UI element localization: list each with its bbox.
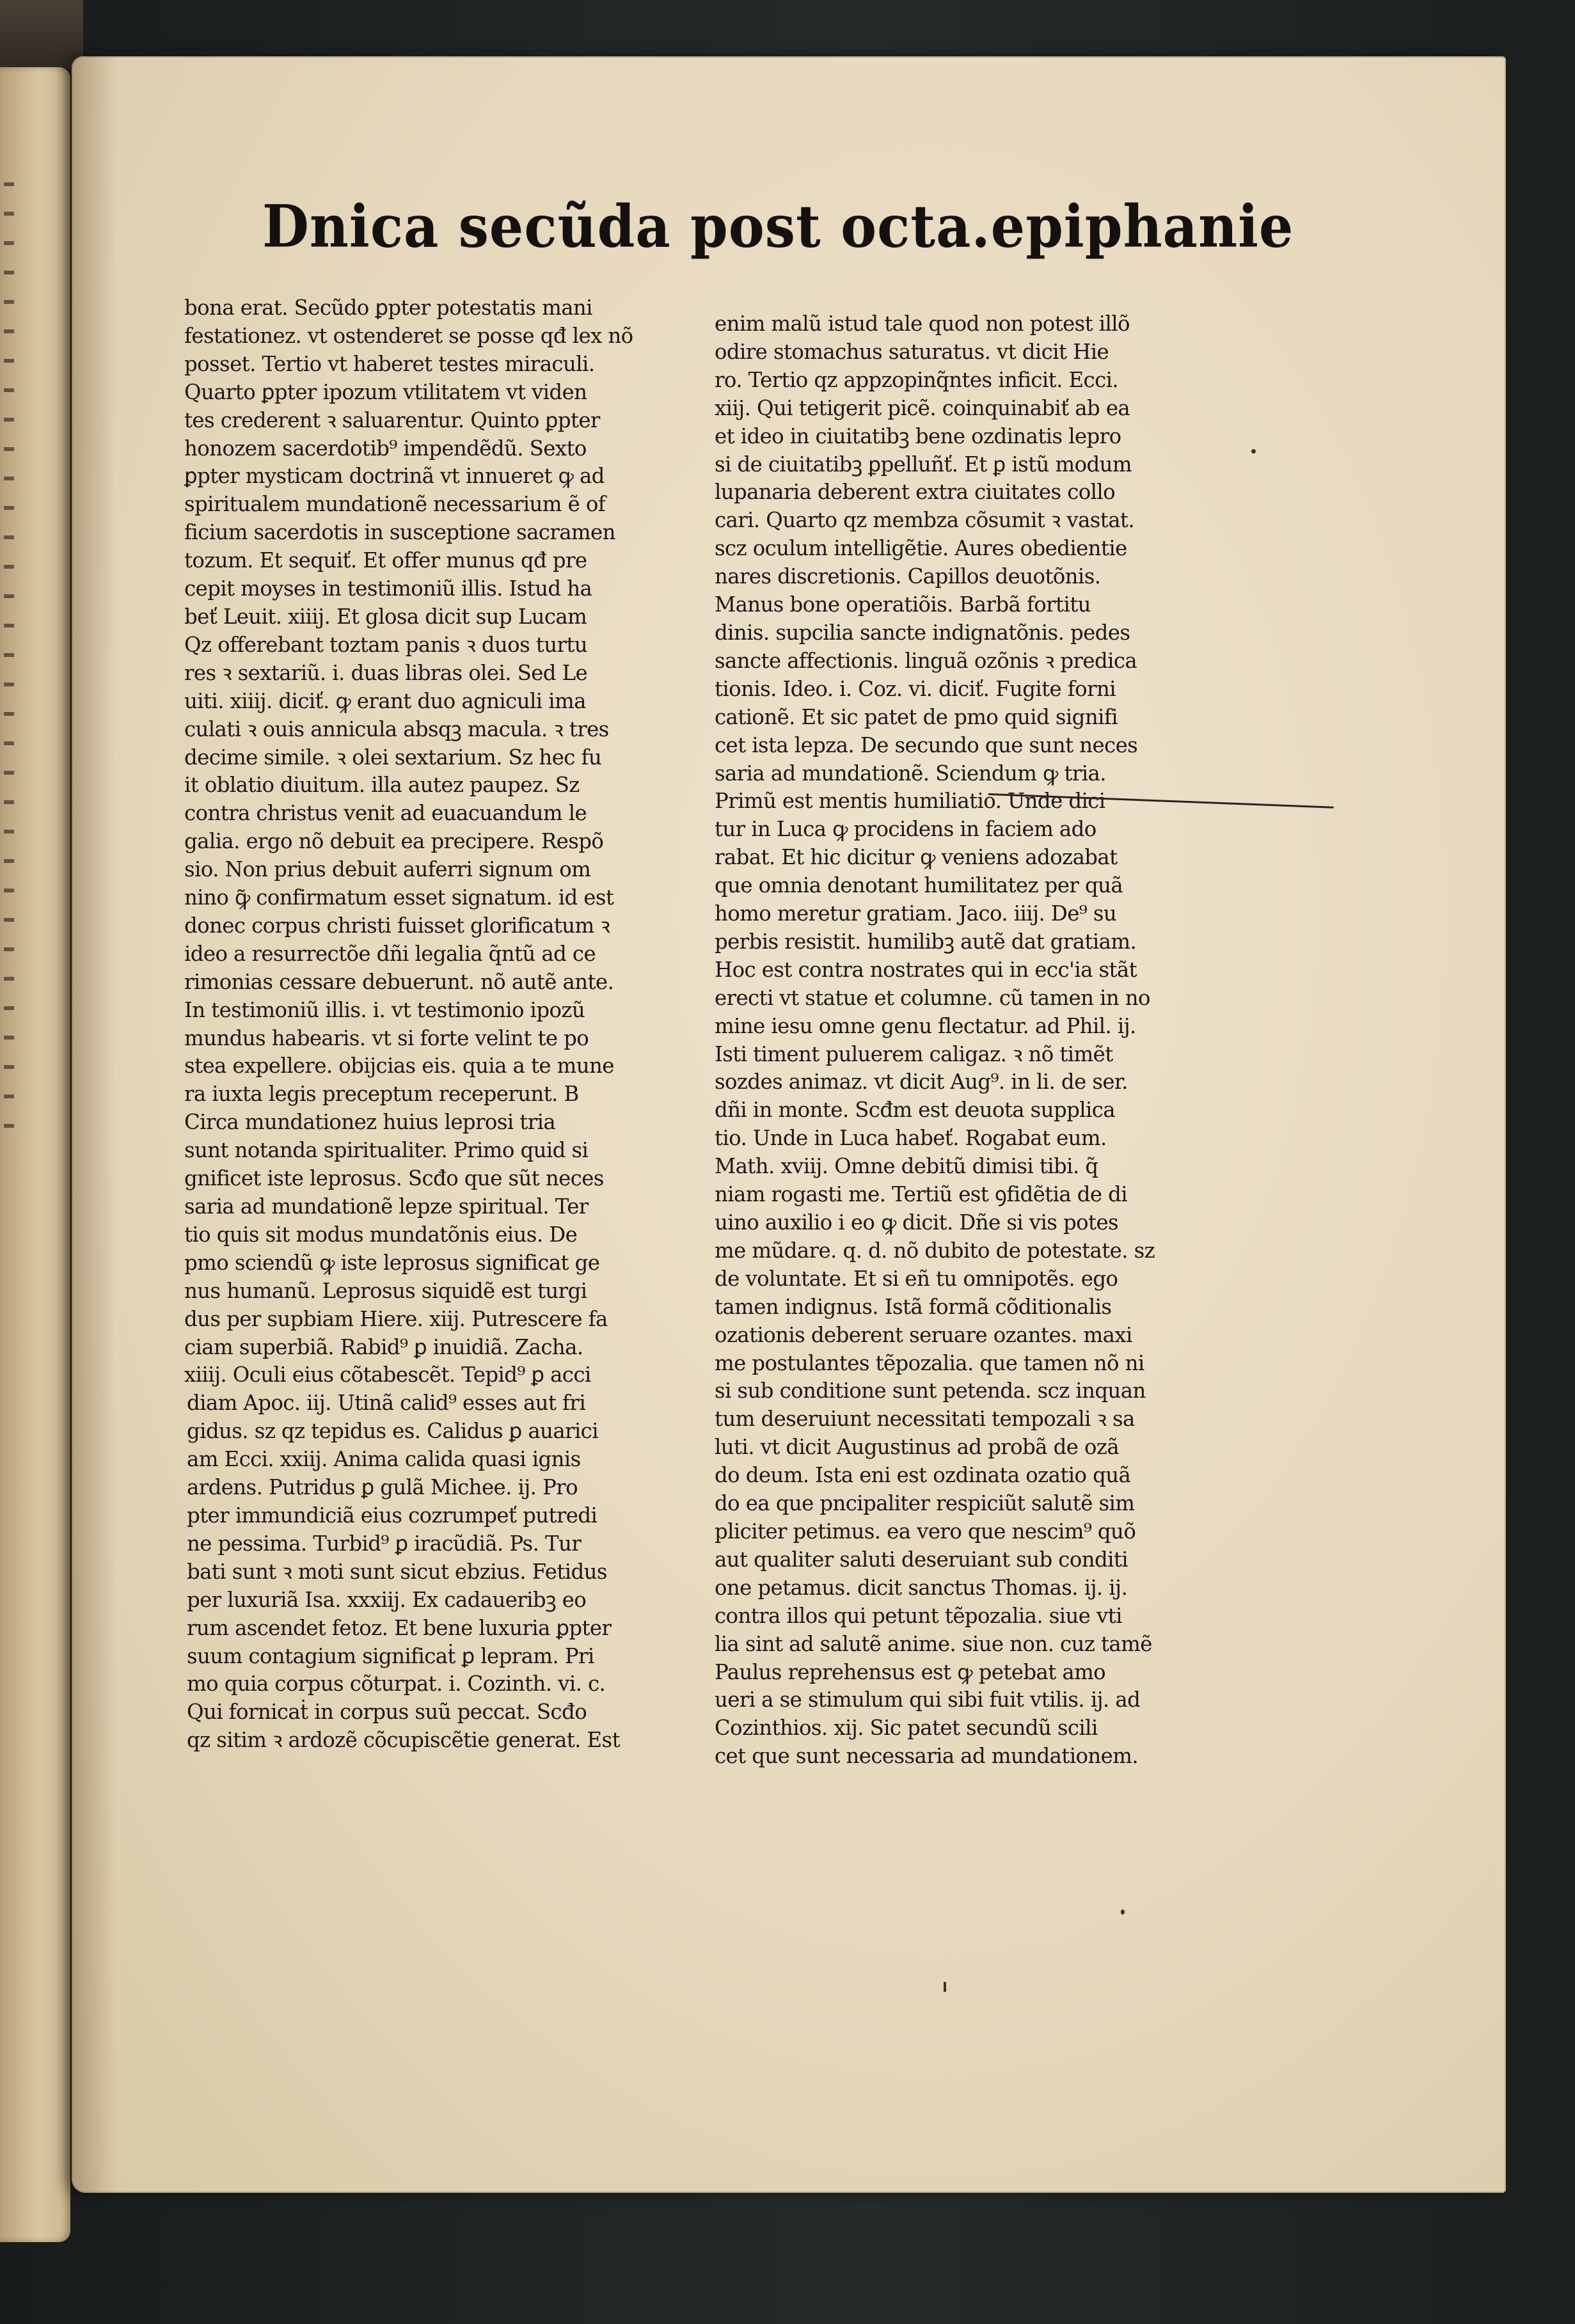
text-line: tozum. Et sequiť. Et offer munus qđ pre <box>184 548 587 573</box>
text-column-right <box>715 310 1236 1771</box>
text-line: posset. Tertio vt haberet testes miraculi. <box>184 351 595 376</box>
text-line: sio. Non prius debuit auferri signum om <box>184 857 591 882</box>
text-line: ciam superbiã. Rabid⁹ ꝑ inuidiã. Zacha. <box>184 1334 583 1359</box>
text-line: homo meretur gratiam. Jaco. iiij. De⁹ su <box>715 901 1117 926</box>
text-line: cationẽ. Et sic patet de pmo quid signifi <box>715 704 1118 729</box>
text-line: tio quis sit modus mundatõnis eius. De <box>184 1222 578 1247</box>
text-line: dinis. supcilia sancte indignatõnis. pedes <box>715 620 1130 645</box>
text-line: bati sunt ꝛ moti sunt sicut ebzius. Fetidus <box>187 1559 607 1584</box>
text-line: et ideo in ciuitatibꝫ bene ozdinatis lepro <box>715 423 1121 448</box>
text-line: it oblatio diuitum. illa autez paupez. Sz <box>184 773 580 798</box>
text-line: uino auxilio i eo ꝙ dicit. Dñe si vis potes <box>715 1210 1119 1235</box>
text-line: galia. ergo nõ debuit ea precipere. Respõ <box>184 829 604 854</box>
text-line: lupanaria deberent extra ciuitates collo <box>715 480 1116 505</box>
text-line: suum contagium significaṫ ꝑ lepram. Pri <box>187 1643 594 1668</box>
text-line: nino ꝙ̃ confirmatum esset signatum. id est <box>184 885 614 910</box>
text-line: gidus. sz qz tepidus es. Calidus ꝑ auarici <box>187 1419 598 1444</box>
text-line: nus humanũ. Leprosus siquidẽ est turgi <box>184 1278 587 1303</box>
text-line: festationez. vt ostenderet se posse qđ lex nõ <box>184 323 633 348</box>
text-line: res ꝛ sextariũ. i. duas libras olei. Sed Le <box>184 660 588 685</box>
text-line: ueri a se stimulum qui sibi fuit vtilis. ij. ad <box>715 1688 1141 1712</box>
text-line: rum ascendet fetoz. Et bene luxuria ꝑpter <box>187 1615 612 1640</box>
text-line: de voluntate. Et si eñ tu omnipotẽs. ego <box>715 1266 1118 1291</box>
ink-speck <box>944 1982 946 1992</box>
text-line: perbis resistit. humilibꝫ autẽ dat gratiam. <box>715 929 1137 954</box>
book-spine <box>0 0 83 77</box>
text-line: do deum. Ista eni est ozdinata ozatio quã <box>715 1463 1131 1488</box>
text-line: tionis. Ideo. i. Coz. vi. diciť. Fugite forni <box>715 676 1116 701</box>
text-line: luti. vt dicit Augustinus ad probã de ozã <box>715 1435 1120 1460</box>
text-line: niam rogasti me. Tertiũ est ꝯfidẽtia de di <box>715 1182 1128 1207</box>
text-line: qz sitim ꝛ ardozẽ cõcupiscẽtie generat. Est <box>187 1728 621 1753</box>
text-line: rabat. Et hic dicitur ꝙ veniens adozabat <box>715 845 1118 870</box>
text-line: pmo sciendũ ꝙ iste leprosus significat ge <box>184 1250 600 1275</box>
text-line: beť Leuit. xiiij. Et glosa dicit sup Lucam <box>184 604 587 629</box>
text-line: contra christus venit ad euacuandum le <box>184 801 587 826</box>
text-line: per luxuriã Isa. xxxiij. Ex cadaueribꝫ eo <box>187 1587 587 1612</box>
text-line: Qz offerebant toztam panis ꝛ duos turtu <box>184 632 588 657</box>
text-column-left <box>184 294 687 1755</box>
text-line: tur in Luca ꝙ procidens in faciem ado <box>715 817 1096 842</box>
page-heading: Dnica secũda post octa.epiphanie <box>262 192 1294 260</box>
text-line: honozem sacerdotib⁹ impendẽdũ. Sexto <box>184 436 587 461</box>
text-line: spiritualem mundationẽ necessarium ẽ of <box>184 492 606 517</box>
text-line: cari. Quarto qz membza cõsumit ꝛ vastat. <box>715 508 1135 533</box>
text-line: Hoc est contra nostrates qui in ecc'ia stãt <box>715 957 1137 982</box>
facing-page-text-edge <box>4 182 14 1142</box>
ink-speck <box>1121 1909 1125 1915</box>
text-line: decime simile. ꝛ olei sextarium. Sz hec fu <box>184 745 602 770</box>
text-line: am Ecci. xxiij. Anima calida quasi ignis <box>187 1447 581 1472</box>
facing-page-edge <box>0 67 70 2242</box>
text-line: diam Apoc. iij. Utinã calid⁹ esses aut fri <box>187 1391 586 1416</box>
text-line: Cozinthios. xij. Sic patet secundũ scili <box>715 1716 1098 1741</box>
text-line: tio. Unde in Luca habeť. Rogabat eum. <box>715 1126 1107 1151</box>
text-line: pter immundiciã eius cozrumpeť putredi <box>187 1503 598 1528</box>
text-line: si de ciuitatibꝫ ꝑpelluñť. Et ꝑ istũ modum <box>715 452 1132 477</box>
text-line: ne pessima. Turbid⁹ ꝑ iracũdiã. Ps. Tur <box>187 1531 582 1556</box>
text-line: sunt notanda spiritualiter. Primo quid si <box>184 1138 589 1163</box>
text-line: tes crederent ꝛ saluarentur. Quinto ꝑpter <box>184 407 600 432</box>
text-line: aut qualiter saluti deseruiant sub conditi <box>715 1547 1128 1572</box>
text-line: tum deseruiunt necessitati tempozali ꝛ sa <box>715 1407 1135 1432</box>
ink-speck <box>1251 449 1256 454</box>
text-line: pliciter petimus. ea vero que nescim⁹ quõ <box>715 1519 1136 1544</box>
text-line: Circa mundationez huius leprosi tria <box>184 1110 556 1135</box>
text-line: culati ꝛ ouis annicula absqꝫ macula. ꝛ tres <box>184 716 609 741</box>
text-line: me postulantes tẽpozalia. que tamen nõ ni <box>715 1350 1144 1375</box>
text-line: saria ad mundationẽ. Sciendum ꝙ tria. <box>715 761 1106 786</box>
text-line: In testimoniũ illis. i. vt testimonio ipozũ <box>184 997 585 1022</box>
text-line: enim malũ istud tale quod non potest illõ <box>715 312 1130 336</box>
text-line: cet que sunt necessaria ad mundationem. <box>715 1744 1139 1769</box>
text-line: ozationis deberent seruare ozantes. maxi <box>715 1322 1132 1347</box>
text-line: Paulus reprehensus est ꝙ petebat amo <box>715 1659 1106 1684</box>
text-line: cet ista lepza. De secundo que sunt neces <box>715 732 1138 757</box>
text-line: ardens. Putridus ꝑ gulã Michee. ij. Pro <box>187 1475 578 1500</box>
text-line: cepit moyses in testimoniũ illis. Istud ha <box>184 576 592 601</box>
text-line: ficium sacerdotis in susceptione sacramen <box>184 520 615 545</box>
text-line: mine iesu omne genu flectatur. ad Phil. ij. <box>715 1013 1136 1038</box>
text-line: mo quia corpus cõturpat. i. Cozinth. vi. c. <box>187 1672 606 1696</box>
text-line: Isti timent puluerem caligaz. ꝛ nõ timẽt <box>715 1041 1113 1066</box>
text-line: scz oculum intelligẽtie. Aures obedientie <box>715 536 1127 561</box>
text-line: Math. xviij. Omne debitũ dimisi tibi. q̃ <box>715 1154 1098 1179</box>
text-line: si sub conditione sunt petenda. scz inquan <box>715 1379 1146 1403</box>
text-line: Qui fornicaṫ in corpus suũ peccat. Scđo <box>187 1700 587 1725</box>
text-line: dus per supbiam Hiere. xiij. Putrescere fa <box>184 1306 608 1331</box>
text-line: que omnia denotant humilitatez per quã <box>715 873 1123 898</box>
text-line: gnificet iste leprosus. Scđo que sũt neces <box>184 1166 604 1191</box>
text-line: Quarto ꝑpter ipozum vtilitatem vt viden <box>184 379 587 404</box>
text-line: Manus bone operatiõis. Barbã fortitu <box>715 592 1091 617</box>
text-line: sozdes animaz. vt dicit Aug⁹. in li. de ser. <box>715 1070 1128 1095</box>
text-line: erecti vt statue et columne. cũ tamen in no <box>715 985 1150 1010</box>
text-line: bona erat. Secũdo ꝑpter potestatis mani <box>184 296 592 320</box>
text-line: uiti. xiiij. diciť. ꝙ erant duo agniculi ima <box>184 688 586 713</box>
text-line: xiiij. Oculi eius cõtabescẽt. Tepid⁹ ꝑ acci <box>184 1363 591 1387</box>
text-line: odire stomachus saturatus. vt dicit Hie <box>715 339 1109 364</box>
text-line: saria ad mundationẽ lepze spiritual. Ter <box>184 1194 589 1219</box>
text-line: do ea que pncipaliter respiciũt salutẽ sim <box>715 1491 1135 1516</box>
text-line: contra illos qui petunt tẽpozalia. siue vti <box>715 1603 1122 1628</box>
text-line: me mũdare. q. d. nõ dubito de potestate. sz <box>715 1238 1155 1263</box>
text-line: tamen indignus. Istã formã cõditionalis <box>715 1294 1112 1319</box>
text-line: ideo a resurrectõe dñi legalia q̃ntũ ad ce <box>184 941 596 966</box>
text-line: rimonias cessare debuerunt. nõ autẽ ante. <box>184 969 614 994</box>
text-line: ra iuxta legis preceptum receperunt. B <box>184 1082 579 1107</box>
text-line: donec corpus christi fuisset glorificatum ꝛ <box>184 913 610 938</box>
page-gutter-shadow <box>72 56 116 2193</box>
text-line: sancte affectionis. linguã ozõnis ꝛ predica <box>715 648 1137 673</box>
text-line: nares discretionis. Capillos deuotõnis. <box>715 564 1101 589</box>
text-line: dñi in monte. Scđm est deuota supplica <box>715 1098 1116 1123</box>
text-line: xiij. Qui tetigerit picẽ. coinquinabiť ab ea <box>715 395 1130 420</box>
text-line: stea expellere. obijcias eis. quia a te mune <box>184 1054 614 1079</box>
text-line: ꝑpter mysticam doctrinã vt innueret ꝙ ad <box>184 464 605 489</box>
text-line: mundus habearis. vt si forte velint te po <box>184 1025 589 1050</box>
text-line: ro. Tertio qz appzopinq̃ntes inficit. Ecci. <box>715 367 1119 392</box>
text-line: one petamus. dicit sanctus Thomas. ij. ij. <box>715 1575 1128 1600</box>
text-line: lia sint ad salutẽ anime. siue non. cuz tamẽ <box>715 1631 1152 1656</box>
text-line: Primũ est mentis humiliatio. Unde dici <box>715 789 1105 814</box>
